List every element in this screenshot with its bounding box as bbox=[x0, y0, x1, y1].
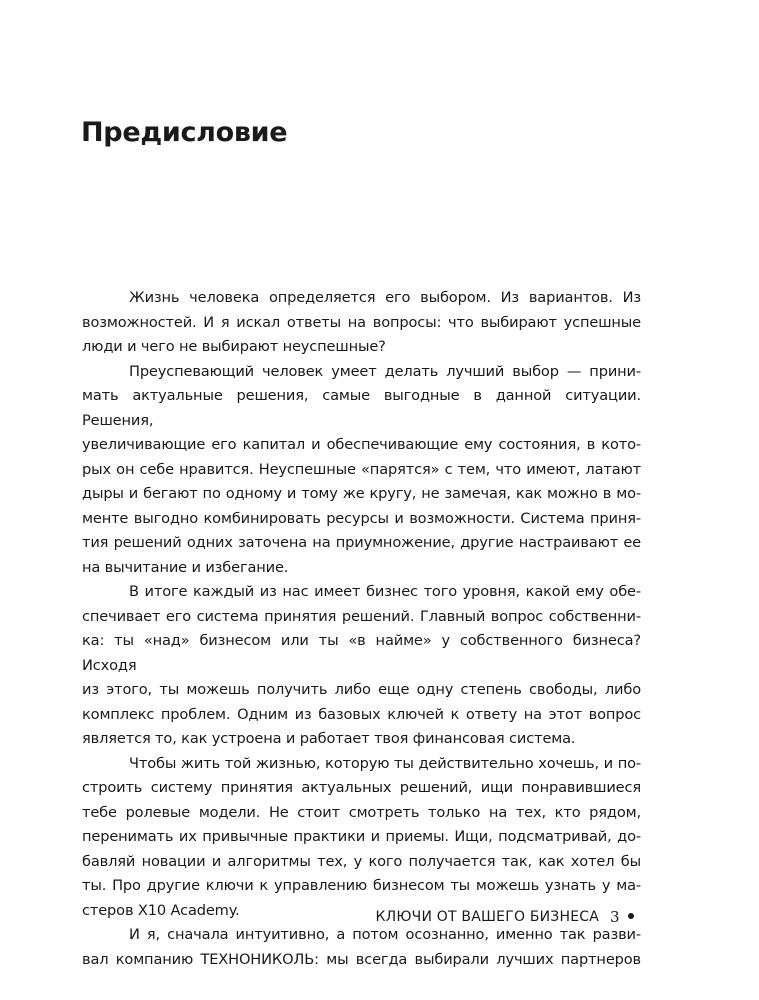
paragraph bbox=[82, 360, 641, 581]
text-line: В итоге каждый из нас имеет бизнес того уровня, какой ему обе- bbox=[129, 583, 641, 600]
text-line: спечивает его система принятия решений. Главный вопрос собственни- bbox=[82, 607, 641, 625]
text-line: возможностей. И я искал ответы на вопросы: что выбирают успешные bbox=[82, 313, 641, 331]
text-line: бавляй новации и алгоритмы тех, у кого получается так, как хотел бы bbox=[82, 852, 641, 870]
text-line: из этого, ты можешь получить либо еще одну степень свободы, либо bbox=[82, 681, 641, 698]
text-line: И я, сначала интуитивно, а потом осознанно, именно так разви- bbox=[129, 926, 641, 943]
paragraph bbox=[82, 286, 641, 360]
text-line: ка: ты «над» бизнесом или ты «в найме» у собственного бизнеса? Исходя bbox=[82, 632, 641, 674]
body-text bbox=[82, 286, 641, 972]
text-line: тебе ролевые модели. Не стоит смотреть только на тех, кто рядом, bbox=[82, 803, 641, 821]
text-line: комплекс проблем. Одним из базовых ключей к ответу на этот вопрос bbox=[82, 705, 641, 723]
bullet-dot-icon bbox=[628, 913, 634, 919]
text-line: строить систему принятия актуальных решений, ищи понравившиеся bbox=[82, 779, 641, 796]
text-line: Чтобы жить той жизнью, которую ты действительно хочешь, и по- bbox=[129, 754, 641, 772]
text-line: рых он себе нравится. Неуспешные «парятся» с тем, что имеют, латают bbox=[82, 460, 641, 478]
text-line: Жизнь человека определяется его выбором. Из вариантов. Из bbox=[129, 289, 641, 306]
text-line: вал компанию ТЕХНОНИКОЛЬ: мы всегда выбирали лучших партнеров bbox=[82, 950, 641, 968]
text-line: дыры и бегают по одному и тому же кругу, не замечая, как можно в мо- bbox=[82, 485, 641, 502]
text-line: люди и чего не выбирают неуспешные? bbox=[82, 338, 386, 355]
text-line: Преуспевающий человек умеет делать лучший выбор — прини- bbox=[129, 362, 641, 380]
text-line: перенимать их привычные практики и приемы. Ищи, подсматривай, до- bbox=[82, 828, 641, 845]
text-line: является то, как устроена и работает твоя финансовая система. bbox=[82, 730, 576, 747]
text-line: мать актуальные решения, самые выгодные в данной ситуации. Решения, bbox=[82, 387, 641, 429]
paragraph bbox=[82, 923, 641, 972]
text-line: на вычитание и избегание. bbox=[82, 558, 289, 576]
text-line: ты. Про другие ключи к управлению бизнесом ты можешь узнать у ма- bbox=[82, 877, 641, 894]
text-line: менте выгодно комбинировать ресурсы и возможности. Система приня- bbox=[82, 509, 641, 527]
paragraph bbox=[82, 752, 641, 924]
paragraph bbox=[82, 580, 641, 752]
page-footer bbox=[0, 905, 759, 929]
text-line: увеличивающие его капитал и обеспечивающие ему состояния, в кото- bbox=[82, 436, 641, 453]
text-line: тия решений одних заточена на приумножение, другие настраивают ее bbox=[82, 534, 641, 551]
running-head: КЛЮЧИ ОТ ВАШЕГО БИЗНЕСА bbox=[375, 909, 599, 925]
chapter-title: Предисловие bbox=[81, 117, 288, 148]
text-line: стеров X10 Academy. bbox=[82, 901, 240, 919]
page-number: 3 bbox=[610, 908, 620, 926]
